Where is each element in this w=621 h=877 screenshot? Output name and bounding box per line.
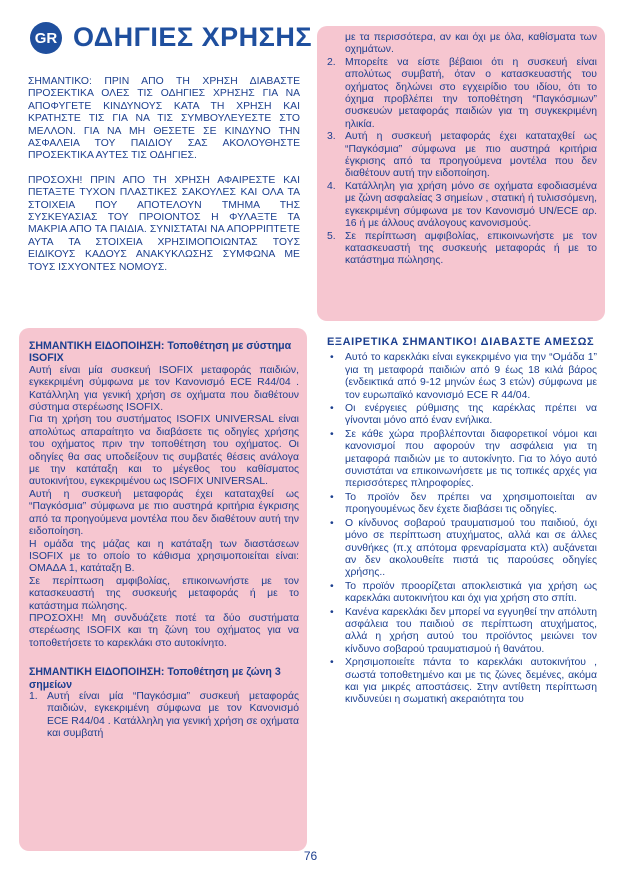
list-item <box>29 691 299 741</box>
bullet: • <box>330 517 334 529</box>
list-number: 2. <box>327 56 336 68</box>
belt-list <box>327 32 597 268</box>
important-heading: ΕΞΑΙΡΕΤΙΚΑ ΣΗΜΑΝΤΙΚΟ! ΔΙΑΒΑΣΤΕ ΑΜΕΣΩΣ <box>327 336 595 348</box>
list-item-text: Αυτή είναι μία “Παγκόσμια” συσκευή μεταφοράς παιδιών, εγκεκριμένη σύμφωνα με τον Κανονισμό ECE R44/04 . Κατάλληλη για γενική χρήση σε οχήματα και συμβατή <box>47 690 299 740</box>
list-item-text: με τα περισσότερα, αν και όχι με όλα, καθίσματα των οχημάτων. <box>345 32 597 56</box>
list-item-text: Κανένα καρεκλάκι δεν μπορεί να εγγυηθεί την απόλυτη ασφάλεια του παιδιού σε περίπτωση ατυχήματος, αλλά η χρήση αυτού του προϊόντος μειώνει τον κίνδυνο σοβαρού τραυματισμού ή θανάτου. <box>345 606 597 655</box>
list-item <box>327 131 597 181</box>
isofix-heading: ΣΗΜΑΝΤΙΚΗ ΕΙΔΟΠΟΙΗΣΗ: Τοποθέτηση με σύστημα ISOFIX <box>29 340 292 365</box>
list-number: 3. <box>327 131 336 143</box>
list-number: 1. <box>29 690 38 702</box>
list-item <box>327 429 597 491</box>
bullet: • <box>330 580 334 592</box>
isofix-paragraph: Σε περίπτωση αμφιβολίας, επικοινωνήστε με τον κατασκευαστή της συσκευής μεταφοράς ή με το κατάστημα πώλησης. <box>29 575 299 612</box>
list-item-text: Μπορείτε να είστε βέβαιοι ότι η συσκευή είναι απολύτως συμβατή, όταν ο κατασκευαστής του οχήματος δηλώνει στο εγχειρίδιο του ιδίου, ότι το όχημα προβλέπει την τοποθέτηση “Παγκόσμιων” συσκευών μεταφοράς παιδιών για τη συγκεκριμένη ηλικία. <box>345 56 597 130</box>
belt-notice-box <box>317 26 605 321</box>
list-item <box>327 518 597 580</box>
important-list <box>327 352 597 706</box>
list-item <box>327 581 597 606</box>
intro-section <box>28 76 300 286</box>
isofix-paragraph: Για τη χρήση του συστήματος ISOFIX UNIVERSAL είναι απολύτως απαραίτητο να διαβάσετε τις οδηγίες χρήσης του οχήματος πριν την τοποθέτηση του οχήματος. Οι οδηγίες θα σας υποδείξουν τις συμβατές θέσεις ανάλογα με την κατάταξη και το μέγεθος του καθίσματος αυτοκινήτου, εγκεκριμένου ως ISOFIX UNIVERSAL. <box>29 414 299 488</box>
belt-heading: ΣΗΜΑΝΤΙΚΗ ΕΙΔΟΠΟΙΗΣΗ: Τοποθέτηση με ζώνη 3 σημείων <box>29 666 281 691</box>
list-item <box>327 403 597 428</box>
isofix-paragraph: ΠΡΟΣΟΧΗ! Μη συνδυάζετε ποτέ τα δύο συστήματα στερέωσης ISOFIX και τη ζώνη του οχήματος για να τοποθετήσετε το καρεκλάκι στο αυτοκίνητο. <box>29 612 299 649</box>
bullet: • <box>330 403 334 415</box>
isofix-paragraph: Αυτή είναι μία συσκευή ISOFIX μεταφοράς παιδιών, εγκεκριμένη σύμφωνα με τον Κανονισμό ECE R44/04 . Κατάλληλη για γενική χρήση σε οχήματα που διαθέτουν σύστημα στερέωσης ISOFIX. <box>29 364 299 414</box>
list-item-text: Αυτό το καρεκλάκι είναι εγκεκριμένο για την “Ομάδα 1” για τη μεταφορά παιδιών από 9 έως 18 κιλά βάρος (ενδεικτικά από 9-12 μηνών έως 3 ετών) σύμφωνα με τον ευρωπαϊκό κανονισμό ECE R 44/04. <box>345 352 597 401</box>
important-section <box>317 330 605 708</box>
list-item <box>327 492 597 517</box>
list-item-text: Το προϊόν προορίζεται αποκλειστικά για χρήση ως καρεκλάκι αυτοκινήτου και όχι για χρήση στο σπίτι. <box>345 580 597 605</box>
language-badge: GR <box>30 22 62 54</box>
list-item <box>327 32 597 57</box>
bullet: • <box>330 657 334 669</box>
list-item <box>327 352 597 402</box>
list-item <box>327 181 597 231</box>
isofix-paragraph: Αυτή η συσκευή μεταφοράς έχει καταταχθεί ως “Παγκόσμια” σύμφωνα με πιο αυστηρά κριτήρια έγκρισης από τα προηγούμενα μοντέλα που δεν διαθέτουν αυτή την ειδοποίηση. <box>29 488 299 538</box>
list-item-text: Αυτή η συσκευή μεταφοράς έχει καταταχθεί ως “Παγκόσμια” σύμφωνα με πιο αυστηρά κριτήρια έγκρισης από τα προηγούμενα μοντέλα που δεν διαθέτουν αυτή την ειδοποίηση. <box>345 131 597 180</box>
bullet: • <box>330 606 334 618</box>
page-title: ΟΔΗΓΙΕΣ ΧΡΗΣΗΣ <box>73 22 313 52</box>
intro-paragraph-warning: ΠΡΟΣΟΧΗ! ΠΡΙΝ ΑΠΟ ΤΗ ΧΡΗΣΗ ΑΦΑΙΡΕΣΤΕ ΚΑΙ ΠΕΤΑΞΤΕ ΤΥΧΟΝ ΠΛΑΣΤΙΚΕΣ ΣΑΚΟΥΛΕΣ ΚΑΙ ΟΛΑ ΤΑ ΣΤΟΙΧΕΙΑ ΠΟΥ ΑΠΟΤΕΛΟΥΝ ΤΜΗΜΑ ΤΗΣ ΣΥΣΚΕΥΑΣΙΑΣ ΤΟΥ ΠΡΟΙΟΝΤΟΣ Η ΦΥΛΑΞΤΕ ΤΑ ΜΑΚΡΙΑ ΑΠΟ ΤΑ ΠΑΙΔΙΑ. ΣΥΝΙΣΤΑΤΑΙ ΝΑ ΑΠΟΡΡΙΠΤΕΤΕ ΑΥΤΑ ΤΑ ΣΤΟΙΧΕΙΑ ΧΡΗΣΙΜΟΠΟΙΩΝΤΑΣ ΤΟΥΣ ΕΙΔΙΚΟΥΣ ΚΑΔΟΥΣ ΑΝΑΚΥΚΛΩΣΗΣ ΣΥΜΦΩΝΑ ΜΕ ΤΟΥΣ ΙΣΧΥΟΝΤΕΣ ΝΟΜΟΥΣ. <box>28 174 300 273</box>
bullet: • <box>330 491 334 503</box>
list-number: 5. <box>327 230 336 242</box>
list-item-text: Οι ενέργειες ρύθμισης της καρέκλας πρέπει να γίνονται μόνο από έναν ενήλικα. <box>345 403 597 427</box>
page-number: 76 <box>303 849 318 863</box>
list-item <box>327 607 597 657</box>
list-item <box>327 231 597 268</box>
intro-paragraph-important: ΣΗΜΑΝΤΙΚΟ: ΠΡΙΝ ΑΠΟ ΤΗ ΧΡΗΣΗ ΔΙΑΒΑΣΤΕ ΠΡΟΣΕΚΤΙΚΑ ΟΛΕΣ ΤΙΣ ΟΔΗΓΙΕΣ ΧΡΗΣΗΣ ΓΙΑ ΝΑ ΑΠΟΦΥΓΕΤΕ ΚΙΝΔΥΝΟΥΣ ΚΑΤΑ ΤΗ ΧΡΗΣΗ ΚΑΙ ΚΡΑΤΗΣΤΕ ΤΙΣ ΓΙΑ ΝΑ ΤΙΣ ΣΥΜΒΟΥΛΕΥΕΣΤΕ ΣΤΟ ΜΕΛΛΟΝ. ΓΙΑ ΝΑ ΜΗ ΘΕΣΕΤΕ ΣΕ ΚΙΝΔΥΝΟ ΤΗΝ ΑΣΦΑΛΕΙΑ ΤΟΥ ΠΑΙΔΙΟΥ ΣΑΣ ΑΚΟΛΟΥΘΗΣΤΕ ΠΡΟΣΕΚΤΙΚΑ ΑΥΤΕΣ ΤΙΣ ΟΔΗΓΙΕΣ. <box>28 76 300 162</box>
list-item-text: Χρησιμοποιείτε πάντα το καρεκλάκι αυτοκινήτου , σωστά τοποθετημένο και με τις ζώνες δεμένες, ακόμα και για μικρές αποστάσεις. Στην αντίθετη περίπτωση κινδυνεύει η σωματική ακεραιότητα του <box>345 657 597 706</box>
list-number: 4. <box>327 180 336 192</box>
isofix-notice-box <box>19 328 307 851</box>
list-item <box>327 657 597 707</box>
belt-list-start <box>29 691 299 741</box>
list-item-text: Το προϊόν δεν πρέπει να χρησιμοποιείται αν προηγουμένως δεν έχετε διαβάσει τις οδηγίες. <box>345 491 597 516</box>
list-item-text: Κατάλληλη για χρήση μόνο σε οχήματα εφοδιασμένα με ζώνη ασφαλείας 3 σημείων , στατική ή τυλισσόμενη, εγκεκριμένη σύμφωνα με τον Κανονισμό UN/ECE αρ. 16 ή με άλλους ανάλογους κανονισμούς. <box>345 180 598 230</box>
bullet: • <box>330 428 334 440</box>
list-item-text: Σε κάθε χώρα προβλέπονται διαφορετικοί νόμοι και κανονισμοί που αφορούν την ασφάλεια για τη μεταφορά παιδιών με το αυτοκίνητο. Για το λόγο αυτό συνιστάται να επικοινωνήσετε με τις τοπικές αρχές για περισσότερες πληροφορίες. <box>345 428 597 490</box>
list-item <box>327 57 597 131</box>
list-item-text: Ο κίνδυνος σοβαρού τραυματισμού του παιδιού, όχι μόνο σε περίπτωση ατυχήματος, αλλά και σε άλλες συνθήκες (π.χ απότομα φρεναρίσματα κτλ) αυξάνεται αν δεν ακολουθείτε πιστά τις παρούσες οδηγίες χρήσης.. <box>345 517 597 579</box>
list-item-text: Σε περίπτωση αμφιβολίας, επικοινωνήστε με τον κατασκευαστή της συσκευής μεταφοράς ή με το κατάστημα πώλησης. <box>345 230 597 267</box>
bullet: • <box>330 352 334 364</box>
isofix-paragraph: Η ομάδα της μάζας και η κατάταξη των διαστάσεων ISOFIX με το οποίο το κάθισμα χρησιμοποιείται είναι: ΟΜΑΔΑ 1, κατάταξη B. <box>29 538 299 575</box>
